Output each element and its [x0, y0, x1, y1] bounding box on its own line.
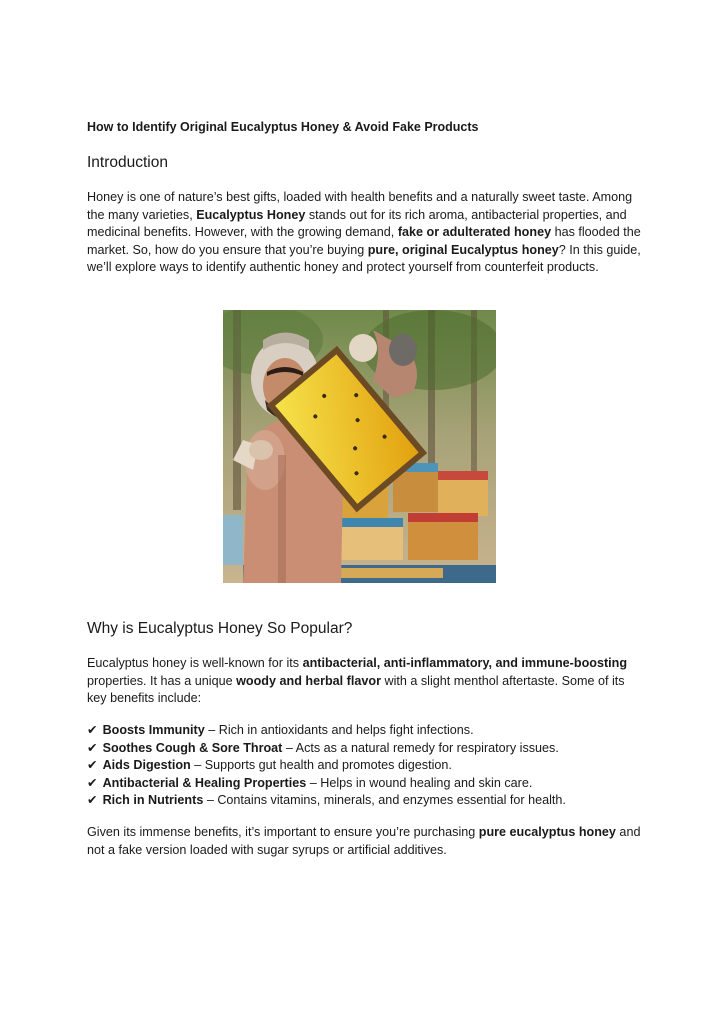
- benefit-title: Rich in Nutrients: [102, 793, 204, 808]
- intro-bold-eucalyptus-honey: Eucalyptus Honey: [196, 207, 306, 222]
- benefit-title: Soothes Cough & Sore Throat: [102, 740, 283, 755]
- introduction-heading: Introduction: [87, 154, 168, 171]
- document-title: How to Identify Original Eucalyptus Honey & Avoid Fake Products: [87, 120, 479, 134]
- intro-text-4: ? In this guide, we’ll explore ways to identify authentic honey and protect yourself from counterfeit products.: [87, 242, 641, 275]
- checkmark-icon: ✔: [87, 758, 98, 773]
- checkmark-icon: ✔: [87, 723, 98, 737]
- benefit-description: – Contains vitamins, minerals, and enzymes essential for health.: [203, 793, 566, 808]
- why-bold-flavor: woody and herbal flavor: [236, 673, 381, 688]
- why-bold-properties: antibacterial, anti-inflammatory, and immune-boosting: [302, 656, 628, 670]
- benefit-description: – Helps in wound healing and skin care.: [306, 775, 533, 790]
- intro-bold-fake-honey: fake or adulterated honey: [397, 225, 552, 240]
- checkmark-icon: ✔: [87, 775, 98, 790]
- benefit-title: Aids Digestion: [102, 758, 191, 773]
- closing-bold-pure-honey: pure eucalyptus honey: [478, 825, 616, 839]
- benefit-description: – Rich in antioxidants and helps fight infections.: [204, 723, 474, 737]
- closing-text-1: Given its immense benefits, it’s important to ensure you’re purchasing: [87, 825, 479, 839]
- list-item: [87, 775, 657, 793]
- closing-text-2: and not a fake version loaded with sugar syrups or artificial additives.: [87, 825, 641, 857]
- why-text-2: properties. It has a unique: [87, 673, 237, 688]
- benefits-list: [87, 722, 657, 810]
- closing-paragraph: [87, 824, 647, 859]
- intro-bold-pure-honey: pure, original Eucalyptus honey: [367, 242, 559, 257]
- why-popular-heading: Why is Eucalyptus Honey So Popular?: [87, 620, 353, 637]
- intro-text-2: stands out for its rich aroma, antibacterial properties, and medicinal benefits. However, with the growing demand,: [87, 207, 627, 240]
- benefit-description: – Supports gut health and promotes digestion.: [190, 758, 452, 773]
- list-item: [87, 740, 657, 758]
- list-item: [87, 757, 657, 775]
- list-item: [87, 792, 657, 810]
- why-popular-paragraph: [87, 655, 647, 708]
- why-text-1: Eucalyptus honey is well-known for its: [87, 656, 303, 670]
- checkmark-icon: ✔: [87, 793, 98, 808]
- benefit-title: Antibacterial & Healing Properties: [102, 775, 307, 790]
- benefit-title: Boosts Immunity: [102, 723, 205, 737]
- benefit-description: – Acts as a natural remedy for respiratory issues.: [282, 740, 559, 755]
- checkmark-icon: ✔: [87, 740, 98, 755]
- introduction-paragraph: [87, 189, 647, 277]
- intro-text-3: has flooded the market. So, how do you ensure that you’re buying: [87, 225, 641, 257]
- beekeeper-photo: [223, 310, 496, 583]
- intro-text-1: Honey is one of nature’s best gifts, loaded with health benefits and a naturally sweet taste. Among the many varieties,: [87, 190, 633, 222]
- list-item: [87, 722, 657, 740]
- why-text-3: with a slight menthol aftertaste. Some of its key benefits include:: [87, 673, 625, 706]
